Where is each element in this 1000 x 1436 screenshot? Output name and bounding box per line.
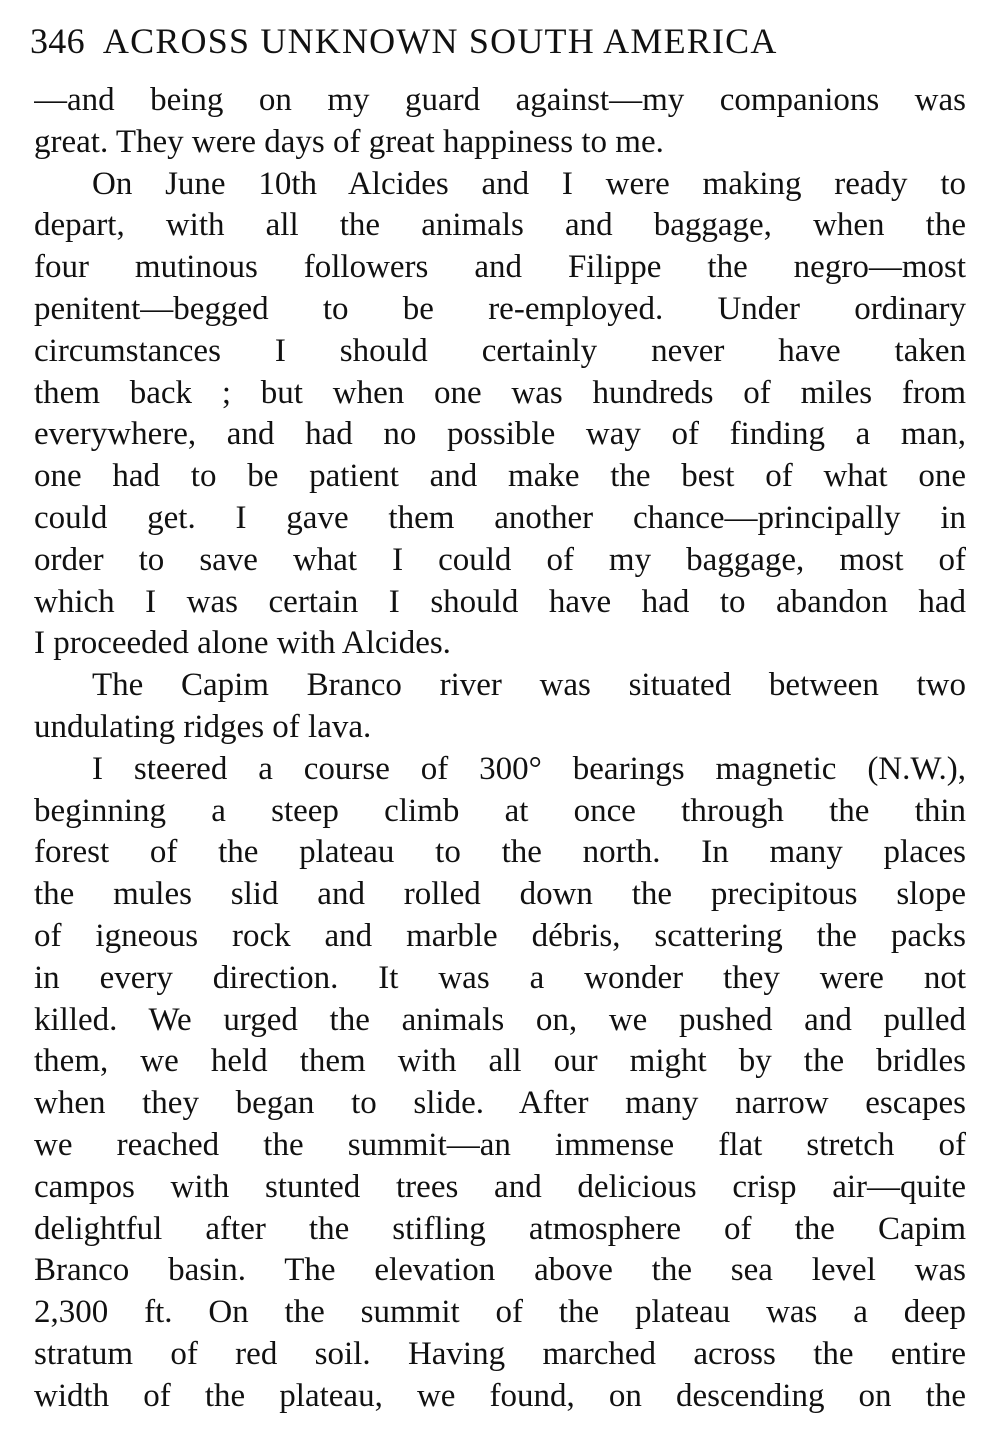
text-line: 2,300 ft. On the summit of the plateau was a deep	[34, 1294, 966, 1331]
text-line: which I was certain I should have had to abandon had	[34, 583, 966, 620]
text-line: Branco basin. The elevation above the sea level was	[34, 1252, 966, 1289]
text-line: width of the plateau, we found, on descending on the	[34, 1377, 966, 1414]
text-line: depart, with all the animals and baggage, when the	[34, 207, 966, 244]
running-title: ACROSS UNKNOWN SOUTH AMERICA	[102, 21, 778, 61]
text-line: could get. I gave them another chance—principally in	[34, 499, 966, 536]
text-line: great. They were days of great happiness to me.	[34, 123, 664, 160]
text-line: when they began to slide. After many narrow escapes	[34, 1085, 966, 1122]
text-line: forest of the plateau to the north. In many places	[34, 834, 966, 871]
text-line: stratum of red soil. Having marched across the entire	[34, 1335, 966, 1372]
text-line: —and being on my guard against—my companions was	[34, 82, 966, 118]
text-line: I proceeded alone with Alcides.	[34, 625, 451, 662]
text-line: one had to be patient and make the best of what one	[34, 458, 966, 495]
text-line: of igneous rock and marble débris, scattering the packs	[34, 917, 966, 954]
text-line: four mutinous followers and Filippe the negro—most	[34, 249, 966, 286]
text-line: everywhere, and had no possible way of finding a man,	[34, 416, 966, 453]
text-line: campos with stunted trees and delicious crisp air—quite	[34, 1168, 966, 1205]
text-line: penitent—begged to be re-employed. Under ordinary	[34, 290, 966, 327]
text-line: The Capim Branco river was situated between two	[92, 667, 966, 704]
text-line: order to save what I could of my baggage, most of	[34, 541, 966, 578]
text-line: them back ; but when one was hundreds of miles from	[34, 374, 966, 411]
text-line: them, we held them with all our might by the bridles	[34, 1043, 966, 1080]
text-line: in every direction. It was a wonder they were not	[34, 959, 966, 996]
page-number: 346	[30, 21, 85, 61]
text-line: On June 10th Alcides and I were making ready to	[92, 165, 966, 202]
text-line: circumstances I should certainly never have taken	[34, 332, 966, 369]
text-line: the mules slid and rolled down the precipitous slope	[34, 876, 966, 913]
text-line: undulating ridges of lava.	[34, 708, 372, 745]
text-line: I steered a course of 300° bearings magnetic (N.W.),	[92, 750, 966, 787]
text-line: delightful after the stifling atmosphere of the Capim	[34, 1210, 966, 1247]
running-head	[30, 16, 970, 66]
text-line: beginning a steep climb at once through the thin	[34, 792, 966, 829]
text-line: killed. We urged the animals on, we pushed and pulled	[34, 1001, 966, 1038]
body-text	[34, 80, 966, 1418]
text-line: we reached the summit—an immense flat stretch of	[34, 1126, 966, 1163]
